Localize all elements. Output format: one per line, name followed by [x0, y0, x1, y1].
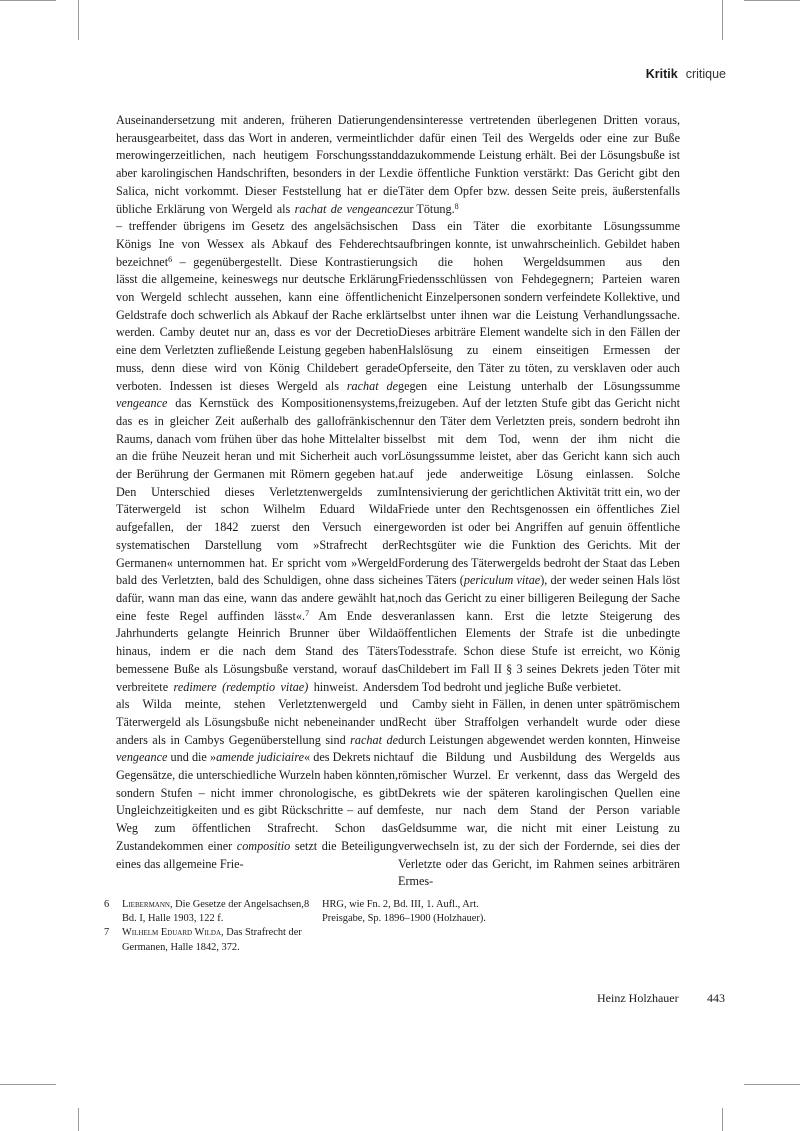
italic-term: rachat de vengeance [294, 201, 398, 216]
text-run: « des Dekrets nicht Gegensätze, die unterschiedliche Wurzeln haben könnten, sondern Stufen – nicht immer chronologische, es gibt Ungleichzeitigkeiten und es gibt Rückschritte – auf dem Weg zum öffentlichen Strafrecht. Schon das Zustandekommen einer [116, 750, 398, 853]
footnote-text: , Das Strafrecht der Germanen, Halle 1842, 372. [122, 927, 302, 953]
text-run: Auseinandersetzung mit anderen, früheren Datierungen herausgearbeitet, dass das Wort in anderen, vermeintlich merowingerzeitlichen, nach heutigem Forschungsstand aber karolingischen Handschriften, besonders in der Lex Salica, nicht vorkommt. Dieser Feststellung hat er die übliche Erklärung von Wergeld als [116, 113, 398, 216]
footnote-number: 8 [304, 899, 310, 910]
footnote-text: , Die Gesetze der Angelsachsen, Bd. I, Halle 1903, 122 f. [122, 899, 304, 925]
text-run: das Kernstück des Kompositionensystems, das es in gleicher Zeit außerhalb des gallofränkischen Raums, danach vom frühen über das hohe Mittelalter bis an die frühe Neuzeit heran und mit Sicherheit auch vor der Berührung der Germanen mit Römern gegeben hat. Den Unterschied dieses Verletztenwergelds zum Täterwergeld ist schon Wilhelm Eduard Wilda aufgefallen, der 1842 zuerst den Versuch einer systematischen Darstellung vom »Strafrecht der Germanen« unternommen hat. Er spricht vom »Wergeld bald des Verletzten, bald des Schuldigen, ohne dass sich dafür, wann man das eine, wann das andere gewählt hat, eine feste Regel auffinden lässt«. [116, 396, 398, 623]
footnote-author: Wilhelm Eduard Wilda [122, 927, 222, 939]
footnote [104, 926, 304, 954]
paragraph [116, 112, 398, 873]
crop-mark [78, 0, 79, 40]
section-title: Kritik [645, 67, 678, 81]
crop-mark [722, 0, 723, 40]
crop-mark [722, 1108, 723, 1131]
text-run: ), der weder seinen Hals löst noch das Gericht zu einer billigeren Beilegung der Sache veranlassen kann. Erst die letzte Steigerung des öffentlichen Elements der Strafe ist die unbedingte Todesstrafe. Schon diese Stufe ist erreicht, wo König Childebert im Fall II § 3 seines Dekrets jeden Töter mit dem Tod bedroht und jegliche Buße verbietet. [398, 573, 680, 694]
paragraph: Camby sieht in Fällen, in denen unter spätrömischem Recht über Straffolgen verhandelt wurde oder diese durch Leistungen abgewendet werden konnten, Hinweise auf die Bildung und Ausbildung des Wergelds aus römischer Wurzel. Er verkennt, dass das Wergeld des Dekrets wie der späteren karolingischen Quellen eine feste, nur nach dem Stand der Person variable Geldsumme war, die nicht mit einer Leistung zu verwechseln ist, zu der sich der Fordernde, sei dies der Verletzte oder das Gericht, im Rahmen seines arbiträren Ermes- [398, 697, 680, 889]
text-run: Dass ein Täter die exorbitante Lösungssumme aufbringen konnte, ist unwahrscheinlich. Gebildet haben sich die hohen Wergeldsummen aus den Friedensschlüssen von Fehdegegnern; Parteien waren nicht Einzelpersonen sondern verfeindete Kollektive, und selbst unter ihnen war die Leistung Verhandlungssache. Dieses arbiträre Element wandelte sich in den Fällen der Halslösung zu einem einseitigen Ermessen der Opferseite, den Täter zu töten, zu versklaven oder auch gegen eine Leistung unterhalb der Lösungssumme freizugeben. Auf der letzten Stufe gibt das Gericht nicht nur den Täter dem Verletzten preis, sondern bedroht ihn selbst mit dem Tod, wenn der ihm nicht die Lösungssumme leistet, aber das Gericht kann sich auch auf jede anderweitige Lösung einlassen. Solche Intensivierung der gerichtlichen Aktivität tritt ein, wo der Friede unter den Rechtsgenossen ein öffentliches Ziel geworden ist oder bei Angriffen auf genuin öffentliche Rechtsgüter wie die Funktion des Gerichts. Mit der Forderung des Täterwergelds bedroht der Staat das Leben eines Täters ( [398, 219, 680, 588]
footnote [304, 898, 504, 926]
italic-term: compositio [236, 838, 291, 853]
footnotes-right [304, 898, 504, 926]
footnote-number: 6 [104, 899, 110, 910]
page-number: 443 [707, 991, 725, 1005]
text-run: hinweist. Anders als Wilda meinte, stehen Verletztenwergeld und Täterwergeld als Lösungsbuße nicht nebeneinander und anders als in Cambys Gegenüberstellung sind [116, 679, 399, 747]
text-run: – treffender übrigens im Gesetz des angelsächsischen Königs Ine von Wessex als Abkauf des Fehderechts bezeichnet [116, 219, 398, 269]
footnote-ref[interactable]: 6 [168, 254, 173, 264]
crop-mark [78, 1108, 79, 1131]
footnote [104, 898, 304, 926]
crop-mark [744, 0, 800, 1]
text-run: und die » [167, 750, 217, 765]
text-run: – gegenübergestellt. Diese Kontrastierung lässt die allgemeine, keineswegs nur deutsche Erklärung von Wergeld schlecht aussehen, kann eine öffentliche Geldstrafe doch schwerlich als Abkauf der Rache erklärt werden. Camby deutet nur an, dass es vor der Decretio eine dem Verletzten zufließende Leistung gegeben haben muss, denn diese wird von König Childebert gerade verboten. Indessen ist dieses Wergeld als [116, 254, 398, 393]
italic-term: rachat de vengeance [116, 732, 398, 765]
crop-mark [0, 0, 56, 1]
footer-author: Heinz Holzhauer [597, 991, 679, 1005]
text-column-right [398, 112, 680, 891]
paragraph [398, 218, 680, 696]
italic-term: amende judiciaire [216, 750, 305, 765]
paragraph [398, 112, 680, 218]
italic-term: rachat de vengeance [116, 378, 398, 411]
italic-term: redimere (redemptio vitae) [173, 679, 309, 694]
text-run: densinteresse vertretenden überlegenen Dritten voraus, der dafür einen Teil des Wergelds oder eine zur Buße dazukommende Leistung erhält. Bei der Lösungsbuße ist die öffentliche Funktion verstärkt: Das Gericht gibt den Täter dem Opfer bzw. dessen Seite preis, äußerstenfalls zur Tötung. [398, 113, 680, 216]
footnote-text: HRG, wie Fn. 2, Bd. III, 1. Aufl., Art. Preisgabe, Sp. 1896–1900 (Holzhauer). [322, 899, 486, 925]
footnotes-left [104, 898, 304, 955]
section-subtitle: critique [685, 67, 726, 81]
crop-mark [0, 1084, 56, 1085]
footnote-ref[interactable]: 8 [454, 201, 459, 211]
footnote-ref[interactable]: 7 [305, 608, 310, 618]
crop-mark [744, 1084, 800, 1085]
footnote-number: 7 [104, 927, 110, 939]
text-run: Am Ende des Jahrhunderts gelangte Heinrich Brunner über Wilda hinaus, indem er die nach dem Stand des Täters bemessene Buße als Lösungsbuße verstand, worauf das verbreitete [116, 608, 398, 694]
running-header [646, 66, 726, 82]
text-run: setzt die Beteiligung eines das allgemeine Frie- [116, 838, 399, 871]
text-column-left [116, 112, 398, 873]
italic-term: periculum vitae [463, 573, 541, 588]
footnote-author: Liebermann [122, 899, 170, 910]
